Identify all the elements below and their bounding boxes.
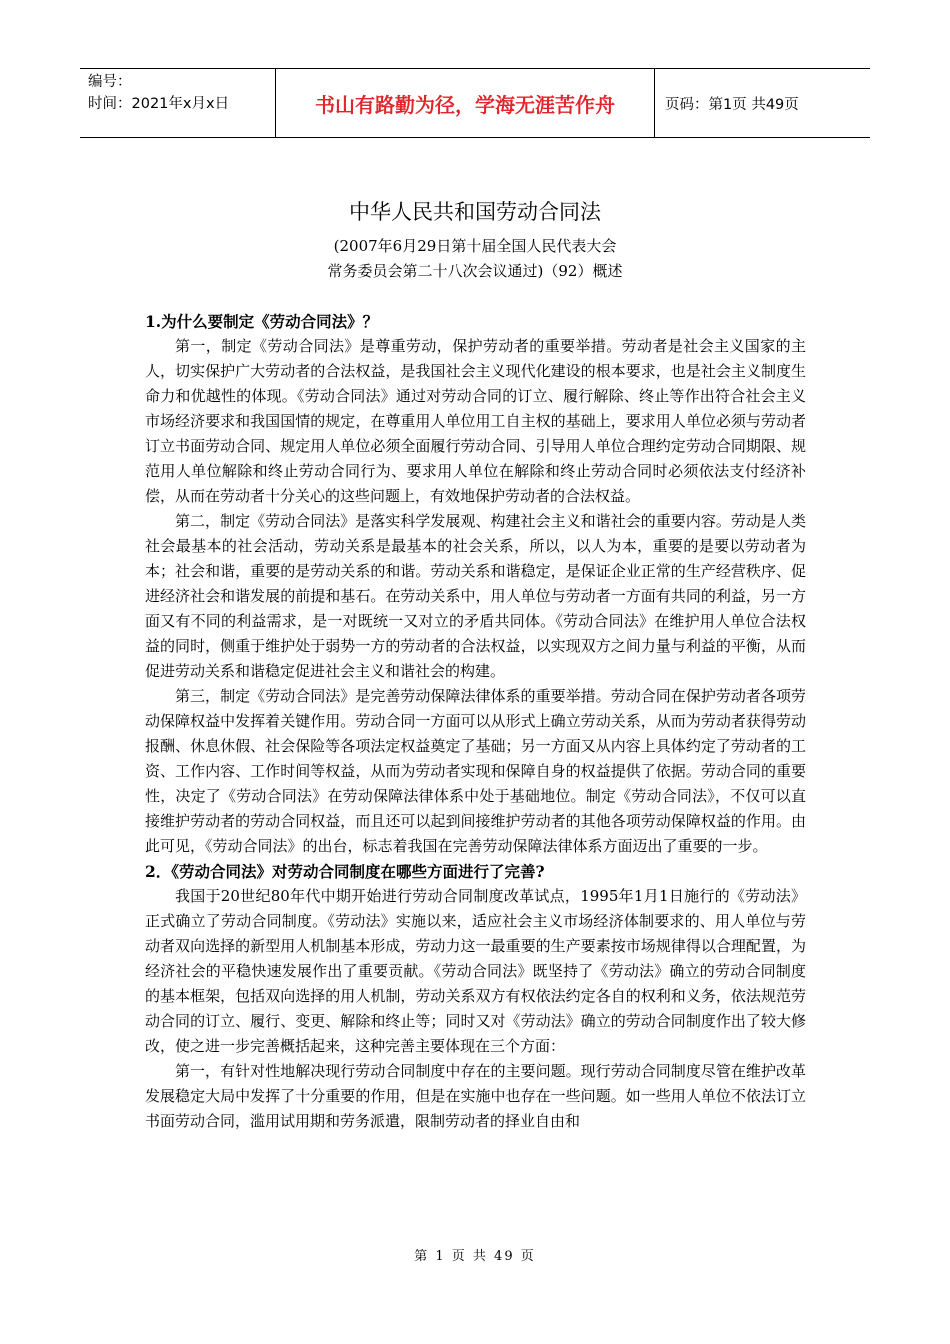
subtitle-line-2: 常务委员会第二十八次会议通过)（92）概述	[327, 262, 623, 280]
time-label: 时间：2021年x月x日	[88, 96, 230, 112]
number-label: 编号：	[88, 74, 132, 90]
header-meta	[80, 69, 276, 137]
document-title: 中华人民共和国劳动合同法	[349, 200, 601, 224]
page-footer: 第 1 页 共 49 页	[414, 1249, 536, 1264]
section-1-heading: 1.为什么要制定《劳动合同法》？	[145, 312, 379, 331]
section-2-paragraph-2: 第一，有针对性地解决现行劳动合同制度中存在的主要问题。现行劳动合同制度尽管在维护改革发展稳定大局中发挥了十分重要的作用，但是在实施中也存在一些问题。如一些用人单位不依法订立书面劳动合同，滥用试用期和劳务派遣，限制劳动者的择业自由和	[145, 1062, 806, 1130]
section-1-paragraph-3: 第三，制定《劳动合同法》是完善劳动保障法律体系的重要举措。劳动合同在保护劳动者各项劳动保障权益中发挥着关键作用。劳动合同一方面可以从形式上确立劳动关系，从而为劳动者获得劳动报酬、休息休假、社会保险等各项法定权益奠定了基础；另一方面又从内容上具体约定了劳动者的工资、工作内容、工作时间等权益，从而为劳动者实现和保障自身的权益提供了依据。劳动合同的重要性，决定了《劳动合同法》在劳动保障法律体系中处于基础地位。制定《劳动合同法》，不仅可以直接维护劳动者的劳动合同权益，而且还可以起到间接维护劳动者的其他各项劳动保障权益的作用。由此可见，《劳动合同法》的出台，标志着我国在完善劳动保障法律体系方面迈出了重要的一步。	[145, 687, 806, 855]
page-info-text: 页码：第1页 共49页	[665, 96, 799, 113]
section-2-paragraph-1: 我国于20世纪80年代中期开始进行劳动合同制度改革试点，1995年1月1日施行的《劳动法》正式确立了劳动合同制度。《劳动法》实施以来，适应社会主义市场经济体制要求的、用人单位与劳动者双向选择的新型用人机制基本形成，劳动力这一最重要的生产要素按市场规律得以合理配置，为经济社会的平稳快速发展作出了重要贡献。《劳动合同法》既坚持了《劳动法》确立的劳动合同制度的基本框架，包括双向选择的用人机制，劳动关系双方有权依法约定各自的权利和义务，依法规范劳动合同的订立、履行、变更、解除和终止等；同时又对《劳动法》确立的劳动合同制度作出了较大修改，使之进一步完善概括起来，这种完善主要体现在三个方面：	[145, 887, 806, 1055]
document-header	[80, 68, 870, 138]
document-body	[145, 309, 806, 1134]
section-1-paragraph-2: 第二，制定《劳动合同法》是落实科学发展观、构建社会主义和谐社会的重要内容。劳动是人类社会最基本的社会活动，劳动关系是最基本的社会关系，所以，以人为本，重要的是要以劳动者为本；社会和谐，重要的是劳动关系的和谐。劳动关系和谐稳定，是保证企业正常的生产经营秩序、促进经济社会和谐发展的前提和基石。在劳动关系中，用人单位与劳动者一方面有共同的利益，另一方面又有不同的利益需求，是一对既统一又对立的矛盾共同体。《劳动合同法》在维护用人单位合法权益的同时，侧重于维护处于弱势一方的劳动者的合法权益，以实现双方之间力量与利益的平衡，从而促进劳动关系和谐稳定促进社会主义和谐社会的构建。	[145, 512, 806, 680]
section-2-heading: 2．《劳动合同法》对劳动合同制度在哪些方面进行了完善?	[145, 862, 545, 881]
header-page-info	[655, 69, 870, 137]
section-1-paragraph-1: 第一，制定《劳动合同法》是尊重劳动，保护劳动者的重要举措。劳动者是社会主义国家的主人，切实保护广大劳动者的合法权益，是我国社会主义现代化建设的根本要求，也是社会主义制度生命力和优越性的体现。《劳动合同法》通过对劳动合同的订立、履行解除、终止等作出符合社会主义市场经济要求和我国国情的规定，在尊重用人单位用工自主权的基础上，要求用人单位必须与劳动者订立书面劳动合同、规定用人单位必须全面履行劳动合同、引导用人单位合理约定劳动合同期限、规范用人单位解除和终止劳动合同行为、要求用人单位在解除和终止劳动合同时必须依法支付经济补偿，从而在劳动者十分关心的这些问题上，有效地保护劳动者的合法权益。	[145, 337, 806, 505]
motto-text: 书山有路勤为径，学海无涯苦作舟	[315, 92, 615, 117]
header-motto	[276, 69, 655, 137]
subtitle-line-1: (2007年6月29日第十届全国人民代表大会	[333, 237, 617, 255]
